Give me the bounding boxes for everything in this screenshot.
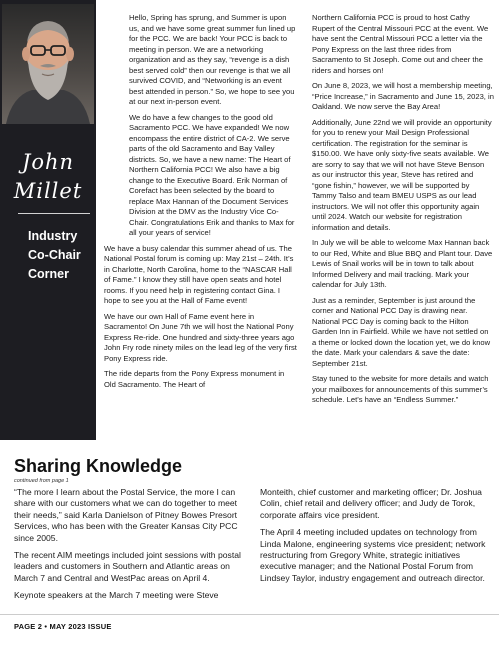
paragraph: We do have a few changes to the good old Sacramento PCC. We have expanded! We now encompass the entire district of CA-2. We serve parts of the old Sacramento and Bay Valley districts. So, we have a new name: The Heart of Northern California PCC! We also have a big change to the Executive Board. Erik Norman of Corefact has been selected by the board to replace Max Hannan of the Document Services Division at the DMV as the Industry Vice Co-Chair. Congratulations Erik and thanks to Max for all your years of service!: [129, 112, 295, 237]
paragraph: We have our own Hall of Fame event here in Sacramento! On June 7th we will host the National Pony Express Re-ride. One hundred and sixty-three years ago John Fry rode ninety miles on the lead leg of the very first Pony Express ride.: [104, 311, 297, 363]
paragraph: The ride departs from the Pony Express monument in Old Sacramento. The Heart of: [104, 369, 285, 389]
paragraph: Monteith, chief customer and marketing officer; Dr. Joshua Colin, chief retail and delivery officer; and Judy de Torok, corporate affairs vice president.: [260, 487, 482, 520]
paragraph: Hello, Spring has sprung, and Summer is upon us, and we have some great summer fun lined up for the PCC. We are back! Your PCC is back to meeting in person. We are a networking organization and as they say, “revenge is a dish best served cold” then our revenge is that we all survived COVID, and “Networking is an event best attended in person.” So, we hope to see you at our next in-person event.: [129, 13, 296, 106]
page-footer: PAGE 2 • MAY 2023 ISSUE: [14, 622, 112, 631]
article-column-1: [14, 487, 252, 608]
paragraph: “The more I learn about the Postal Service, the more I can share with our customers what we can do together to meet their needs,” said Karla Danielson of Pitney Bowes Presort Services, who has been with the Greater Kansas City PCC since 2005.: [14, 487, 238, 543]
continued-note: continued from page 1: [14, 478, 69, 484]
paragraph: Additionally, June 22nd we will provide an opportunity for you to renew your Mail Design Professional certification. The registration for the seminar is $150.00. We have only sixty-five seats available. We are sorry to say that we will not have Steve Benson as our instructor this year, Steve has retired and “gone fishin,” however, we will be supported by Tammy Talso and team BMEU USPS as our lead instructors. We will not offer this opportunity again until 2024. Watch our website for registration information and details.: [312, 117, 492, 232]
role-line: Industry: [28, 229, 78, 243]
letter-column-2: [312, 13, 494, 411]
paragraph: We have a busy calendar this summer ahead of us. The National Postal forum is coming up: May 21st – 24th. It’s in Charlotte, North Carolina, home to the “NASCAR Hall of Fame.” I know they still have open seats and hotel rooms. If you need help in registering contact Gina. I hope to see you at the Hall of Fame event!: [104, 243, 294, 305]
letter-column-1: [104, 13, 298, 395]
sidebar-divider: [18, 213, 90, 214]
paragraph: Northern California PCC is proud to host Cathy Rupert of the Central Missouri PCC at the event. We have sent the Central Missouri PCC a letter via the Pony Express on the last three rides from Sacramento to St Joseph. Come out and cheer the riders and horses on!: [312, 13, 489, 75]
author-first-name: John: [21, 150, 75, 174]
paragraph: On June 8, 2023, we will host a membership meeting, “Price Increase,” in Sacramento and June 15, 2023, in Oakland. We now serve the Bay Area!: [312, 81, 494, 111]
paragraph: The April 4 meeting included updates on technology from Linda Malone, engineering systems vice president; network restructuring from Gregory White, strategic initiatives executive manager; and the National Postal Forum from Lindsey Taylor, industry engagement and outreach director.: [260, 527, 486, 583]
paragraph: In July we will be able to welcome Max Hannan back to our Red, White and Blue BBQ and Plant tour. Dave Lewis of Snail works will be in town to talk about Informed Delivery and mail tracking. Mark your calendar for July 13th.: [312, 238, 493, 289]
footer-rule: [0, 614, 499, 615]
paragraph: Just as a reminder, September is just around the corner and National PCC Day is drawing near. National PCC Day is coming back to the Hilton Garden Inn in Fairfield. While we have not settled on a theme or locked down the location yet, we do know the date. Mark your calendars & save the date: September 21st.: [312, 295, 491, 368]
role-line: Co-Chair: [28, 248, 81, 262]
author-photo: [2, 4, 94, 124]
paragraph: Stay tuned to the website for more details and watch your mailboxes for announcements of this summer’s schedule. Let’s have an “Endless Summer.”: [312, 374, 489, 404]
role-line: Corner: [28, 267, 69, 281]
author-last-name: Millet: [13, 179, 83, 203]
profile-sidebar: [0, 0, 96, 440]
article-title: Sharing Knowledge: [14, 456, 183, 476]
article-column-2: [260, 487, 492, 590]
paragraph: Keynote speakers at the March 7 meeting were Steve: [14, 590, 219, 601]
paragraph: The recent AIM meetings included joint sessions with postal leaders and customers in Southern and Atlantic areas on March 7 and Central and WestPac areas on April 4.: [14, 550, 241, 583]
